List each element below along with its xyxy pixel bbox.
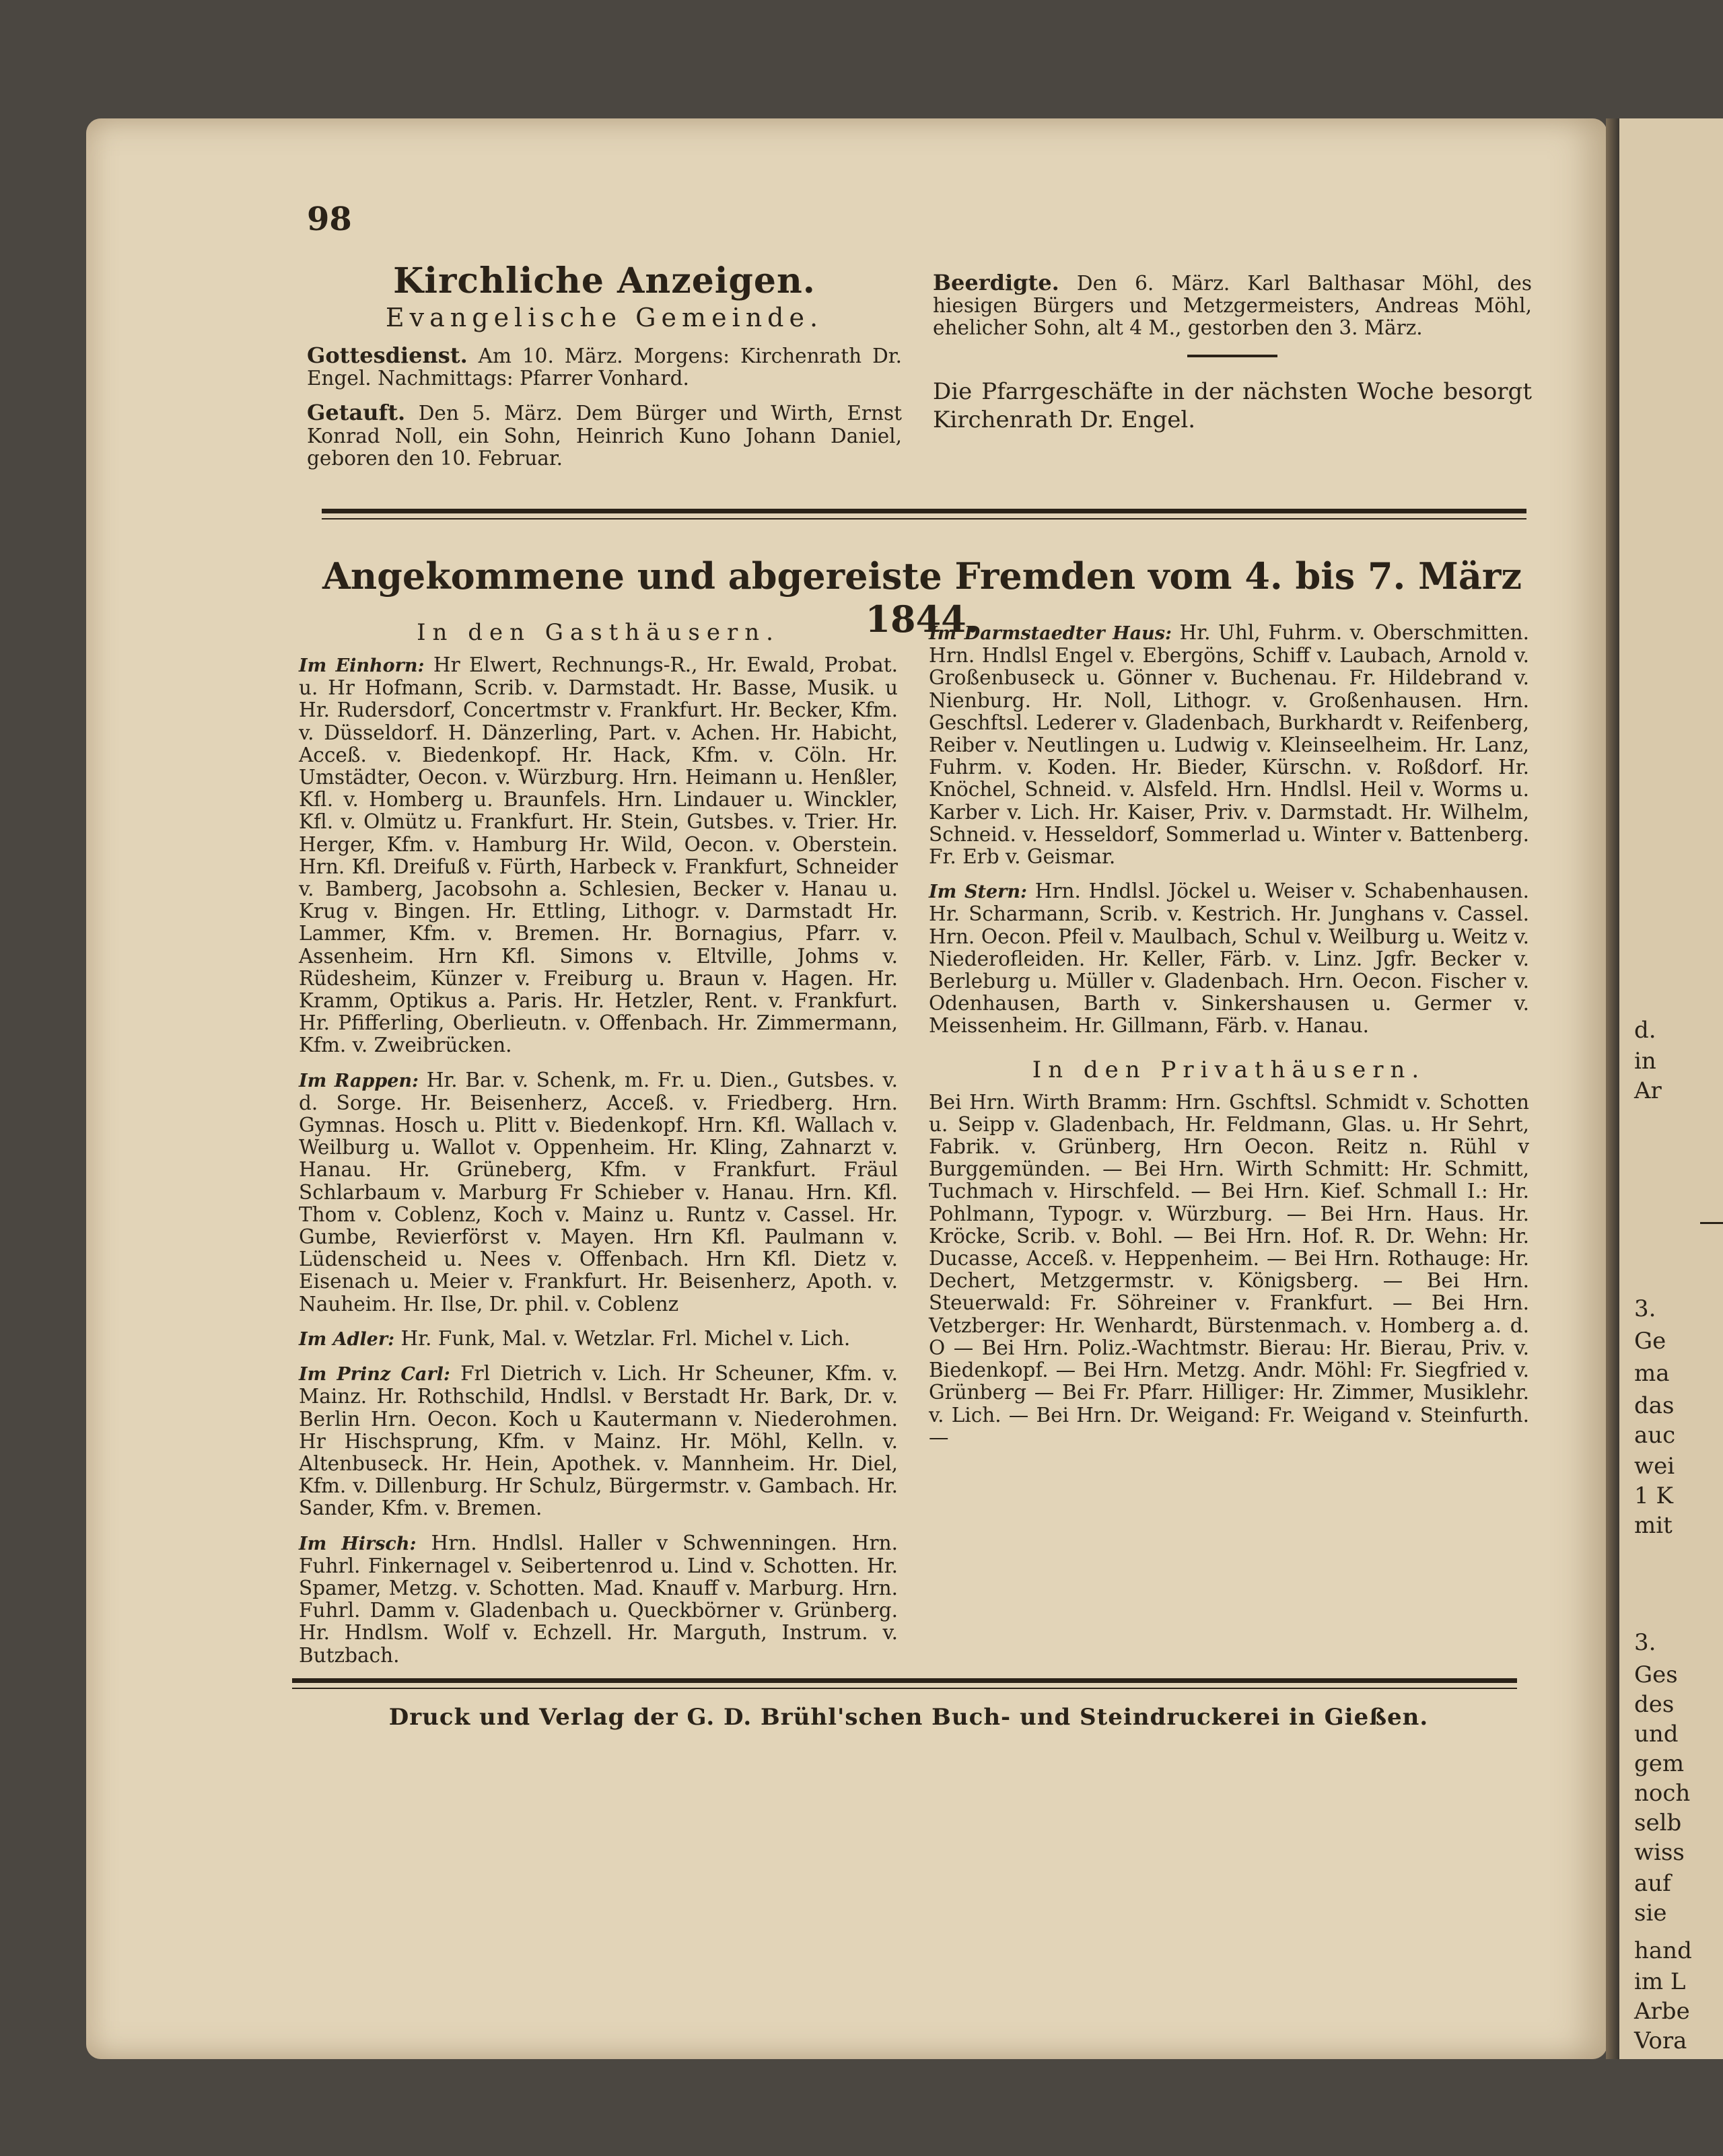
page-number: 98 xyxy=(307,201,352,238)
next-page-text: wiss xyxy=(1634,1839,1685,1866)
rappen-entry xyxy=(299,1069,898,1316)
service-text: Am 10. März. Morgens: Kirchenrath Dr. Engel. Nachmittags: Pfarrer Vonhard. xyxy=(307,345,902,390)
next-page-text: in xyxy=(1634,1048,1656,1075)
footer-divider xyxy=(292,1678,1517,1683)
stern-entry xyxy=(929,880,1529,1037)
stern-text: Hrn. Hndlsl. Jöckel u. Weiser v. Schabenhausen. Hr. Scharmann, Scrib. v. Kestrich. Hr. Junghans v. Cassel. Hrn. Oecon. Pfeil v. Maulbach, Schul v. Weilburg u. Weitz v. Niederofleiden. Hr. Keller, Färb. v. Linz. Jgfr. Becker v. Berleburg u. Müller v. Gladenbach. Hrn. Oecon. Fischer v. Odenhausen, Barth v. Sinkershausen u. Germer v. Meissenheim. Hr. Gillmann, Färb. v. Hanau. xyxy=(929,879,1529,1038)
next-page-text: Ge xyxy=(1634,1328,1666,1355)
next-page-text: 1 K xyxy=(1634,1482,1673,1509)
next-page-rule xyxy=(1700,1222,1723,1224)
short-divider xyxy=(1187,355,1277,357)
rappen-text: Hr. Bar. v. Schenk, m. Fr. u. Dien., Gutsbes. v. d. Sorge. Hr. Beisenherz, Acceß. v. Friedberg. Hrn. Gymnas. Hosch u. Plitt v. Biedenkopf. Hrn. Kfl. Wallach v. Weilburg u. Wallot v. Oppenheim. Hr. Kling, Zahnarzt v. Hanau. Hr. Grüneberg, Kfm. v Frankfurt. Fräul Schlarbaum v. Marburg Fr Schieber v. Hanau. Hrn. Kfl. Thom v. Coblenz, Koch v. Mainz u. Runtz v. Cassel. Hr. Gumbe, Revierförst v. Mayen. Hrn Kfl. Paulmann v. Lüdenscheid u. Nees v. Offenbach. Hrn Kfl. Dietz v. Eisenach u. Meier v. Frankfurt. Hr. Beisenherz, Apoth. v. Nauheim. Hr. Ilse, Dr. phil. v. Coblenz xyxy=(299,1068,898,1316)
strangers-left-column xyxy=(299,618,898,1679)
prinz-carl-entry xyxy=(299,1363,898,1519)
next-page-text: 3. xyxy=(1634,1295,1656,1322)
next-page-text: sie xyxy=(1634,1900,1667,1927)
next-page-text: Vora xyxy=(1634,2027,1687,2054)
next-page-text: 3. xyxy=(1634,1629,1656,1656)
next-page-text: auc xyxy=(1634,1422,1676,1449)
baptized-label: Getauft. xyxy=(307,400,406,426)
adler-label: Im Adler: xyxy=(299,1328,395,1350)
hirsch-label: Im Hirsch: xyxy=(299,1533,417,1554)
private-houses-entry xyxy=(929,1091,1529,1449)
next-page-text: des xyxy=(1634,1691,1675,1718)
buried-text: Den 6. März. Karl Balthasar Möhl, des hiesigen Bürgers und Metzgermeisters, Andreas Möhl, ehelicher Sohn, alt 4 M., gestorben den 3. März. xyxy=(933,272,1532,340)
book-gutter xyxy=(1606,118,1619,2059)
parish-notice: Die Pfarrgeschäfte in der nächsten Woche besorgt Kirchenrath Dr. Engel. xyxy=(933,378,1532,433)
adler-text: Hr. Funk, Mal. v. Wetzlar. Frl. Michel v. Lich. xyxy=(400,1326,851,1350)
buried-label: Beerdigte. xyxy=(933,270,1059,295)
section-divider-thin xyxy=(322,518,1526,519)
private-houses-text: Bei Hrn. Wirth Bramm: Hrn. Gschftsl. Schmidt v. Schotten u. Seipp v. Gladenbach, Hr. Feldmann, Glas. u. Hr Sehrt, Fabrik. v. Grünberg, Hrn Oecon. Reitz n. Rühl v Burggemünden. — Bei Hrn. Wirth Schmitt: Hr. Schmitt, Tuchmach v. Hirschfeld. — Bei Hrn. Kief. Schmall I.: Hr. Pohlmann, Typogr. v. Würzburg. — Bei Hrn. Haus. Hr. Kröcke, Scrib. v. Bohl. — Bei Hrn. Hof. R. Dr. Wehn: Hr. Ducasse, Acceß. v. Heppenheim. — Bei Hrn. Rothauge: Hr. Dechert, Metzgermstr. v. Königsberg. — Bei Hrn. Steuerwald: Fr. Söhreiner v. Frankfurt. — Bei Hrn. Vetzberger: Hr. Wenhardt, Bürstenmach. v. Homberg a. d. O — Bei Hrn. Poliz.-Wachtmstr. Bierau: Hr. Bierau, Priv. v. Biedenkopf. — Bei Hrn. Metzg. Andr. Möhl: Fr. Siegfried v. Grünberg — Bei Fr. Pfarr. Hilliger: Hr. Zimmer, Musiklehr. v. Lich. — Bei Hrn. Dr. Weigand: Fr. Weigand v. Steinfurth. — xyxy=(929,1090,1529,1449)
burial-notice xyxy=(933,272,1532,340)
hirsch-entry xyxy=(299,1532,898,1667)
next-page-text: im L xyxy=(1634,1968,1686,1995)
strangers-right-column xyxy=(929,622,1529,1461)
next-page-text: auf xyxy=(1634,1870,1671,1897)
next-page-text: selb xyxy=(1634,1809,1682,1836)
rappen-label: Im Rappen: xyxy=(299,1070,419,1091)
prinz-carl-text: Frl Dietrich v. Lich. Hr Scheuner, Kfm. v. Mainz. Hr. Rothschild, Hndlsl. v Berstadt Hr. Bark, Dr. v. Berlin Hrn. Oecon. Koch u Kautermann v. Niederohmen. Hr Hischsprung, Kfm. v Mainz. Hr. Möhl, Kelln. v. Altenbuseck. Hr. Hein, Apothek. v. Mannheim. Hr. Diel, Kfm. v. Dillenburg. Hr Schulz, Bürgermstr. v. Gambach. Hr. Sander, Kfm. v. Bremen. xyxy=(299,1362,898,1520)
einhorn-label: Im Einhorn: xyxy=(299,655,425,676)
hirsch-text: Hrn. Hndlsl. Haller v Schwenningen. Hrn. Fuhrl. Finkernagel v. Seibertenrod u. Lind v. Schotten. Hr. Spamer, Metzg. v. Schotten. Mad. Knauff v. Marburg. Hrn. Fuhrl. Damm v. Gladenbach u. Queckbörner v. Grünberg. Hr. Hndlsm. Wolf v. Echzell. Hr. Marguth, Instrum. v. Butzbach. xyxy=(299,1531,898,1667)
inns-heading: In den Gasthäusern. xyxy=(417,619,780,646)
darmstaedter-text: Hr. Uhl, Fuhrm. v. Oberschmitten. Hrn. Hndlsl Engel v. Ebergöns, Schiff v. Laubach, Arnold v. Großenbuseck u. Gönner v. Buchenau. Fr. Hildebrand v. Nienburg. Hr. Noll, Lithogr. v. Großenhausen. Hrn. Geschftsl. Lederer v. Gladenbach, Burkhardt v. Reifenberg, Reiber v. Neutlingen u. Ludwig v. Kleinseelheim. Hr. Lanz, Fuhrm. v. Koden. Hr. Bieder, Kürschn. v. Roßdorf. Hr. Knöchel, Schneid. v. Alsfeld. Hrn. Hndlsl. Heil v. Worms u. Karber v. Lich. Hr. Kaiser, Priv. v. Darmstadt. Hr. Wilhelm, Schneid. v. Hesseldorf, Sommerlad u. Winter v. Battenberg. Fr. Erb v. Geismar. xyxy=(929,621,1529,869)
next-page-text: mit xyxy=(1634,1512,1673,1539)
church-notices-right xyxy=(933,272,1532,434)
imprint-footer: Druck und Verlag der G. D. Brühl'schen Buch- und Steindruckerei in Gießen. xyxy=(388,1704,1429,1731)
next-page-text: noch xyxy=(1634,1780,1691,1807)
next-page-text: gem xyxy=(1634,1750,1685,1777)
next-page-text: Ar xyxy=(1634,1077,1662,1104)
darmstaedter-entry xyxy=(929,622,1529,868)
private-houses-heading: In den Privathäusern. xyxy=(1032,1056,1426,1083)
footer-divider-thin xyxy=(292,1688,1517,1689)
einhorn-entry xyxy=(299,654,898,1057)
next-page-text: Arbe xyxy=(1634,1998,1690,2025)
stern-label: Im Stern: xyxy=(929,882,1027,903)
next-page-text: wei xyxy=(1634,1453,1675,1480)
einhorn-text: Hr Elwert, Rechnungs-R., Hr. Ewald, Probat. u. Hr Hofmann, Scrib. v. Darmstadt. Hr. Basse, Musik. u Hr. Rudersdorf, Concertmstr v. Frankfurt. Hr. Becker, Kfm. v. Düsseldorf. H. Dänzerling, Part. v. Achen. Hr. Habicht, Acceß. v. Biedenkopf. Hr. Hack, Kfm. v. Cöln. Hr. Umstädter, Oecon. v. Würzburg. Hrn. Heimann u. Henßler, Kfl. v. Homberg u. Braunfels. Hrn. Lindauer u. Winckler, Kfl. v. Olmütz u. Frankfurt. Hr. Stein, Gutsbes. v. Trier. Hr. Herger, Kfm. v. Hamburg Hr. Wild, Oecon. v. Oberstein. Hrn. Kfl. Dreifuß v. Fürth, Harbeck v. Frankfurt, Schneider v. Bamberg, Jacobsohn a. Schlesien, Becker v. Hanau u. Krug v. Bingen. Hr. Ettling, Lithogr. v. Darmstadt Hr. Lammer, Kfm. v. Bremen. Hr. Bornagius, Pfarr. v. Assenheim. Hrn Kfl. Simons v. Eltville, Johms v. Rüdesheim, Künzer v. Freiburg u. Braun v. Hagen. Hr. Kramm, Optikus a. Paris. Hr. Hetzler, Rent. v. Frankfurt. Hr. Pfifferling, Oberlieutn. v. Offenbach. Hr. Zimmermann, Kfm. v. Zweibrücken. xyxy=(299,653,898,1057)
adler-entry xyxy=(299,1328,898,1351)
baptism-notice xyxy=(307,402,902,470)
next-page-text: d. xyxy=(1634,1017,1656,1044)
next-page-text: und xyxy=(1634,1721,1679,1748)
next-page-edge xyxy=(1619,118,1723,2059)
baptized-text: Den 5. März. Dem Bürger und Wirth, Ernst Konrad Noll, ein Sohn, Heinrich Kuno Johann Daniel, geboren den 10. Februar. xyxy=(307,402,902,470)
prinz-carl-label: Im Prinz Carl: xyxy=(299,1364,450,1386)
section-divider xyxy=(322,509,1526,513)
service-label: Gottesdienst. xyxy=(307,343,468,368)
next-page-text: Ges xyxy=(1634,1661,1678,1688)
church-notices-left xyxy=(307,261,902,482)
next-page-text: hand xyxy=(1634,1937,1692,1964)
service-notice xyxy=(307,345,902,390)
darmstaedter-label: Im Darmstaedter Haus: xyxy=(929,623,1172,644)
church-subtitle: Evangelische Gemeinde. xyxy=(385,303,824,332)
church-title: Kirchliche Anzeigen. xyxy=(393,260,816,301)
next-page-text: ma xyxy=(1634,1360,1670,1387)
next-page-text: das xyxy=(1634,1392,1675,1419)
strangers-title: Angekommene und abgereiste Fremden vom 4. bis 7. März 1844. xyxy=(322,554,1522,641)
